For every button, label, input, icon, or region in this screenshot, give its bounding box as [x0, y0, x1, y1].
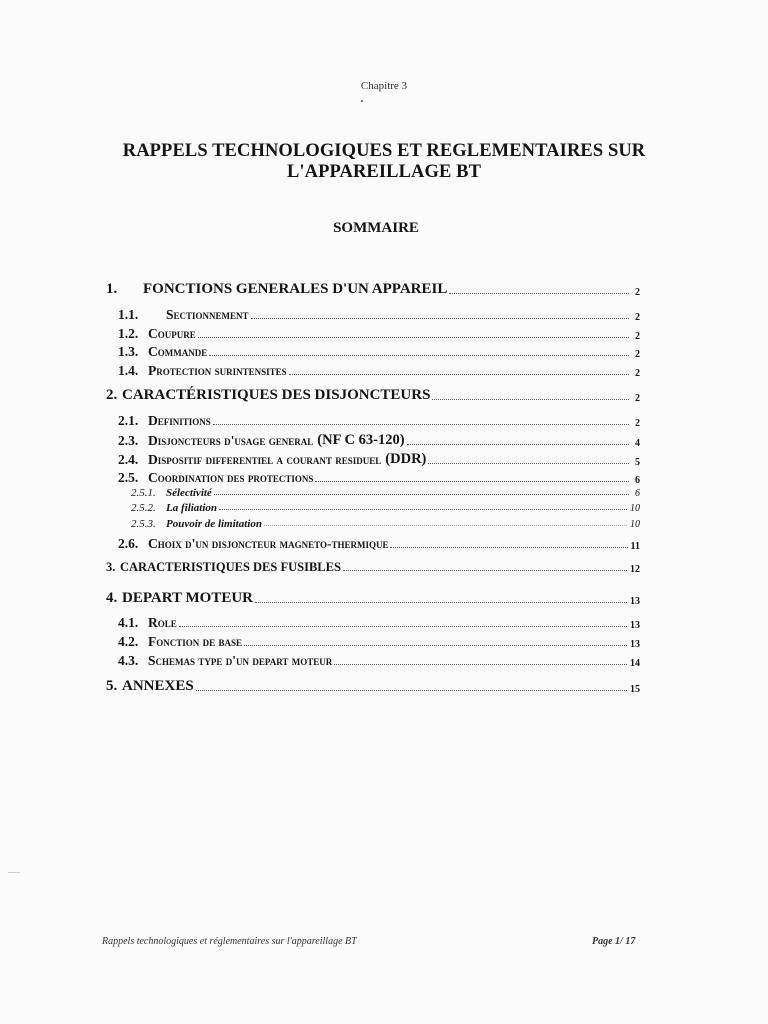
- footer-title: Rappels technologiques et réglementaires sur l'appareillage BT: [102, 936, 357, 947]
- chapter-header: Chapitre 3: [360, 80, 408, 92]
- toc-entry-4-2[interactable]: [118, 634, 640, 650]
- toc-page: 14: [630, 658, 640, 669]
- title-line-1: RAPPELS TECHNOLOGIQUES ET REGLEMENTAIRES SUR: [122, 141, 646, 161]
- footer-page-number: Page 1/ 17: [592, 936, 636, 947]
- toc-label: Pouvoir de limitation: [166, 518, 262, 530]
- toc-page: 12: [630, 564, 640, 575]
- toc-page: 10: [630, 503, 640, 514]
- toc-label: Definitions: [148, 413, 211, 428]
- toc-entry-2-6[interactable]: [118, 536, 640, 552]
- toc-leader: [214, 494, 629, 495]
- toc-entry-5[interactable]: [106, 678, 640, 695]
- toc-entry-1-4[interactable]: [118, 363, 640, 379]
- toc-leader: [213, 424, 629, 425]
- toc-num: 4.3.: [118, 653, 139, 668]
- toc-label: Protection surintensites: [148, 363, 287, 378]
- toc-num: 2.6.: [118, 536, 139, 551]
- toc-label: Sélectivité: [166, 487, 212, 499]
- toc-leader: [428, 463, 629, 464]
- toc-page: 10: [630, 519, 640, 530]
- toc-leader: [449, 293, 629, 294]
- toc-label: La filiation: [166, 502, 218, 514]
- toc-label-extra: (DDR): [385, 451, 427, 467]
- toc-page: 6: [635, 475, 640, 486]
- toc-num: 2.5.: [118, 470, 139, 485]
- toc-entry-4-3[interactable]: [118, 653, 640, 669]
- toc-label-extra: (NF C 63-120): [317, 432, 405, 448]
- toc-label: Dispositif differentiel a courant residuel: [148, 452, 382, 467]
- toc-label: Choix d'un disjoncteur magneto-thermique: [148, 536, 389, 551]
- toc-num: 1.4.: [118, 363, 139, 378]
- toc-entry-4[interactable]: [106, 590, 640, 607]
- toc-leader: [196, 690, 627, 691]
- toc-leader: [407, 444, 629, 445]
- toc-page: 11: [630, 541, 640, 552]
- toc-page: 2: [635, 312, 640, 323]
- toc-num: 2.: [106, 387, 118, 403]
- toc-label: Coordination des protections: [148, 470, 314, 485]
- scan-mark: [8, 872, 20, 873]
- toc-num: 4.1.: [118, 615, 139, 630]
- toc-leader: [315, 481, 629, 482]
- toc-num: 2.1.: [118, 413, 139, 428]
- toc-entry-2-3[interactable]: [118, 432, 640, 449]
- toc-entry-1[interactable]: [106, 281, 640, 298]
- toc-num: 4.2.: [118, 634, 139, 649]
- toc-leader: [209, 355, 629, 356]
- toc-label: FONCTIONS GENERALES D'UN APPAREIL: [143, 281, 448, 297]
- toc-leader: [179, 626, 627, 627]
- toc-entry-2-1[interactable]: [118, 413, 640, 429]
- toc-page: 15: [630, 684, 640, 695]
- toc-entry-3[interactable]: [106, 560, 640, 575]
- toc-entry-2-5[interactable]: [118, 470, 640, 486]
- toc-entry-1-1[interactable]: [118, 307, 640, 323]
- toc-page: 2: [635, 287, 640, 298]
- toc-entry-2[interactable]: [106, 387, 640, 404]
- toc-num: 2.5.3.: [131, 518, 156, 530]
- toc-leader: [251, 318, 629, 319]
- toc-label: CARACTERISTIQUES DES FUSIBLES: [120, 560, 341, 574]
- toc-num: 1.1.: [118, 307, 139, 322]
- toc-page: 13: [630, 596, 640, 607]
- toc-label: Role: [148, 615, 177, 630]
- toc-num: 5.: [106, 678, 118, 694]
- toc-label: Schemas type d'un depart moteur: [148, 653, 333, 668]
- toc-num: 1.: [106, 281, 118, 297]
- toc-entry-4-1[interactable]: [118, 615, 640, 631]
- toc-leader: [255, 602, 627, 603]
- summary-heading: SOMMAIRE: [333, 220, 419, 236]
- toc-page: 2: [635, 368, 640, 379]
- toc-leader: [244, 645, 627, 646]
- toc-page: 2: [635, 418, 640, 429]
- toc-page: 5: [635, 457, 640, 468]
- toc-entry-2-5-2[interactable]: [131, 502, 640, 514]
- toc-label: DEPART MOTEUR: [122, 590, 254, 606]
- title-line-2: L'APPAREILLAGE BT: [286, 162, 482, 182]
- toc-page: 13: [630, 639, 640, 650]
- toc-entry-1-3[interactable]: [118, 344, 640, 360]
- toc-page: 6: [635, 488, 640, 499]
- toc-leader: [390, 547, 627, 548]
- toc-num: 4.: [106, 590, 118, 606]
- toc-num: 2.5.1.: [131, 487, 156, 499]
- toc-num: 1.2.: [118, 326, 139, 341]
- toc-label: Commande: [148, 344, 208, 359]
- toc-num: 2.4.: [118, 452, 139, 467]
- toc-entry-1-2[interactable]: [118, 326, 640, 342]
- toc-label: Disjoncteurs d'usage general: [148, 433, 314, 448]
- toc-entry-2-5-3[interactable]: [131, 518, 640, 530]
- toc-leader: [198, 337, 629, 338]
- toc-leader: [264, 525, 627, 526]
- toc-num: 2.3.: [118, 433, 139, 448]
- toc-label: Fonction de base: [148, 634, 243, 649]
- toc-leader: [219, 509, 627, 510]
- toc-num: 3.: [106, 560, 116, 574]
- toc-leader: [289, 374, 629, 375]
- toc-page: 2: [635, 393, 640, 404]
- toc-num: 1.3.: [118, 344, 139, 359]
- toc-entry-2-5-1[interactable]: [131, 487, 640, 499]
- toc-leader: [334, 664, 627, 665]
- toc-label: CARACTÉRISTIQUES DES DISJONCTEURS: [122, 387, 431, 403]
- toc-num: 2.5.2.: [131, 502, 156, 514]
- toc-label: ANNEXES: [122, 678, 194, 694]
- toc-leader: [432, 399, 629, 400]
- toc-page: 13: [630, 620, 640, 631]
- toc-label: Coupure: [148, 326, 196, 341]
- toc-page: 2: [635, 349, 640, 360]
- toc-page: 4: [635, 438, 640, 449]
- toc-page: 2: [635, 331, 640, 342]
- toc-label: Sectionnement: [166, 307, 249, 322]
- toc-entry-2-4[interactable]: [118, 451, 640, 468]
- toc-leader: [343, 570, 627, 571]
